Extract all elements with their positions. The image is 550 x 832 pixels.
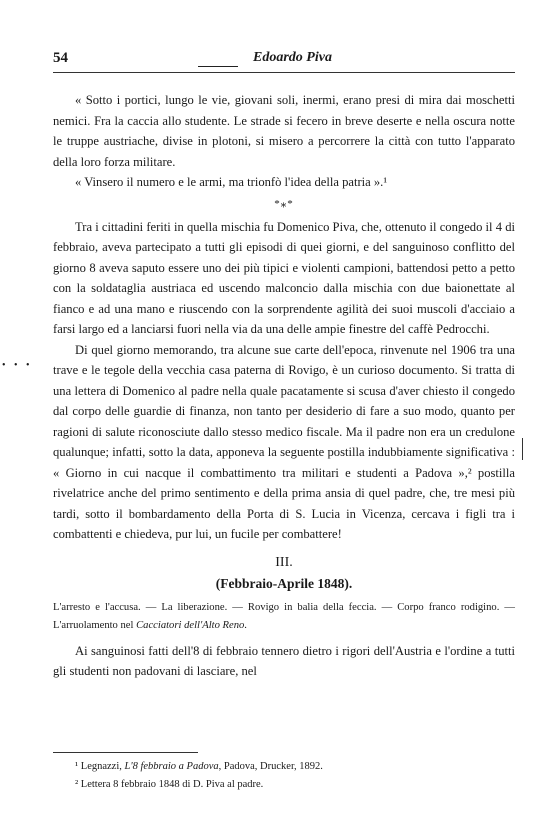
footnotes [53, 758, 515, 794]
body-paragraph: Ai sanguinosi fatti dell'8 di febbraio tennero dietro i rigori dell'Austria e l'ordine a tutti gli studenti non padovani di lasciare, nel [53, 643, 515, 678]
footnote [53, 776, 515, 794]
footnote-rule [53, 752, 198, 753]
footnote-mark: ¹ [75, 761, 79, 772]
body-paragraph: Di quel giorno memorando, tra alcune sue carte dell'epoca, rinvenute nel 1906 tra una trave e le tegole della vecchia casa paterna di Rovigo, è un curioso documento. Si tratta di una lettera di Domenico al padre nella quale pacatamente si scusa d'aver chiesto il congedo dal corpo delle guardie di finanza, non tanto per desiderio di fare a suo modo, quanto per ragioni di salute riconosciute dallo stesso medico fiscale. Ma il padre non era un credulone qualunque; infatti, sotto la data, apponeva la seguente postilla indubbiamente significativa : « Giorno in cui nacque il combattimento tra militari e studenti a Padova »,² postilla rivelatrice anche del primo sentimento e della prima ansia di quel padre, che, tre mesi più tardi, sotto il bombardamento della Porta di S. Lucia in Vicenza, cercava i figli tra i combattenti e chiedeva, pur lui, un fucile per combattere! [53, 342, 515, 541]
body-paragraph: Tra i cittadini feriti in quella mischia fu Domenico Piva, che, ottenuto il congedo il 4 di febbraio, aveva partecipato a tutti gli episodi di quei giorni, e del sanguinoso conflitto del giorno 8 aveva saputo essere uno dei più tipici e violenti campioni, battendosi petto a petto con la soldataglia austriaca ed uscendo malconcio dalla mischia con due baionettate al fianco e ad una mano e riuscendo con la sorprendente agilità dei suoi muscoli d'acciaio a farsi largo ed a lanciarsi fuori nella via da una delle ampie finestre del caffè Pedrocchi. [53, 219, 515, 336]
header-ornament [198, 66, 238, 67]
footnote-text-end: , Padova, Drucker, 1892. [218, 761, 323, 772]
chapter-summary-italic: Cacciatori dell'Alto Reno [136, 619, 245, 631]
running-head: Edoardo Piva [253, 50, 332, 65]
footnote-title: L'8 febbraio a Padova [124, 761, 219, 772]
page-number: 54 [53, 50, 68, 66]
margin-marks: • • • [2, 360, 33, 371]
chapter-summary-end: . [244, 619, 247, 631]
header-rule [53, 72, 515, 73]
section-asterism: *⁎* [274, 197, 294, 210]
margin-bar [522, 438, 523, 460]
quote-paragraph: « Vinsero il numero e le armi, ma trionfò l'idea della patria ».¹ [75, 175, 388, 189]
chapter-summary-text: L'arresto e l'accusa. — La liberazione. — Rovigo in balia della feccia. — Corpo franco rodigino. — L'arruolamento nel [53, 601, 515, 631]
chapter-number: III. [275, 554, 293, 570]
chapter-summary [53, 599, 515, 635]
footnote-mark: ² [75, 779, 79, 790]
quote-paragraph: « Sotto i portici, lungo le vie, giovani soli, inermi, erano presi di mira dai moschetti nemici. Fra la caccia allo studente. Le strade si fecero in breve deserte e nella oscura notte le truppe austriache, divise in plotoni, si misero a percorrere la città con tutto l'apparato della loro forza militare. [53, 93, 515, 169]
page-body [53, 90, 515, 682]
footnote [53, 758, 515, 776]
page-header [53, 50, 515, 70]
footnote-text: Lettera 8 febbraio 1848 di D. Piva al padre. [78, 779, 264, 790]
footnote-text: Legnazzi, [78, 761, 125, 772]
chapter-dates: (Febbraio-Aprile 1848). [215, 575, 353, 591]
